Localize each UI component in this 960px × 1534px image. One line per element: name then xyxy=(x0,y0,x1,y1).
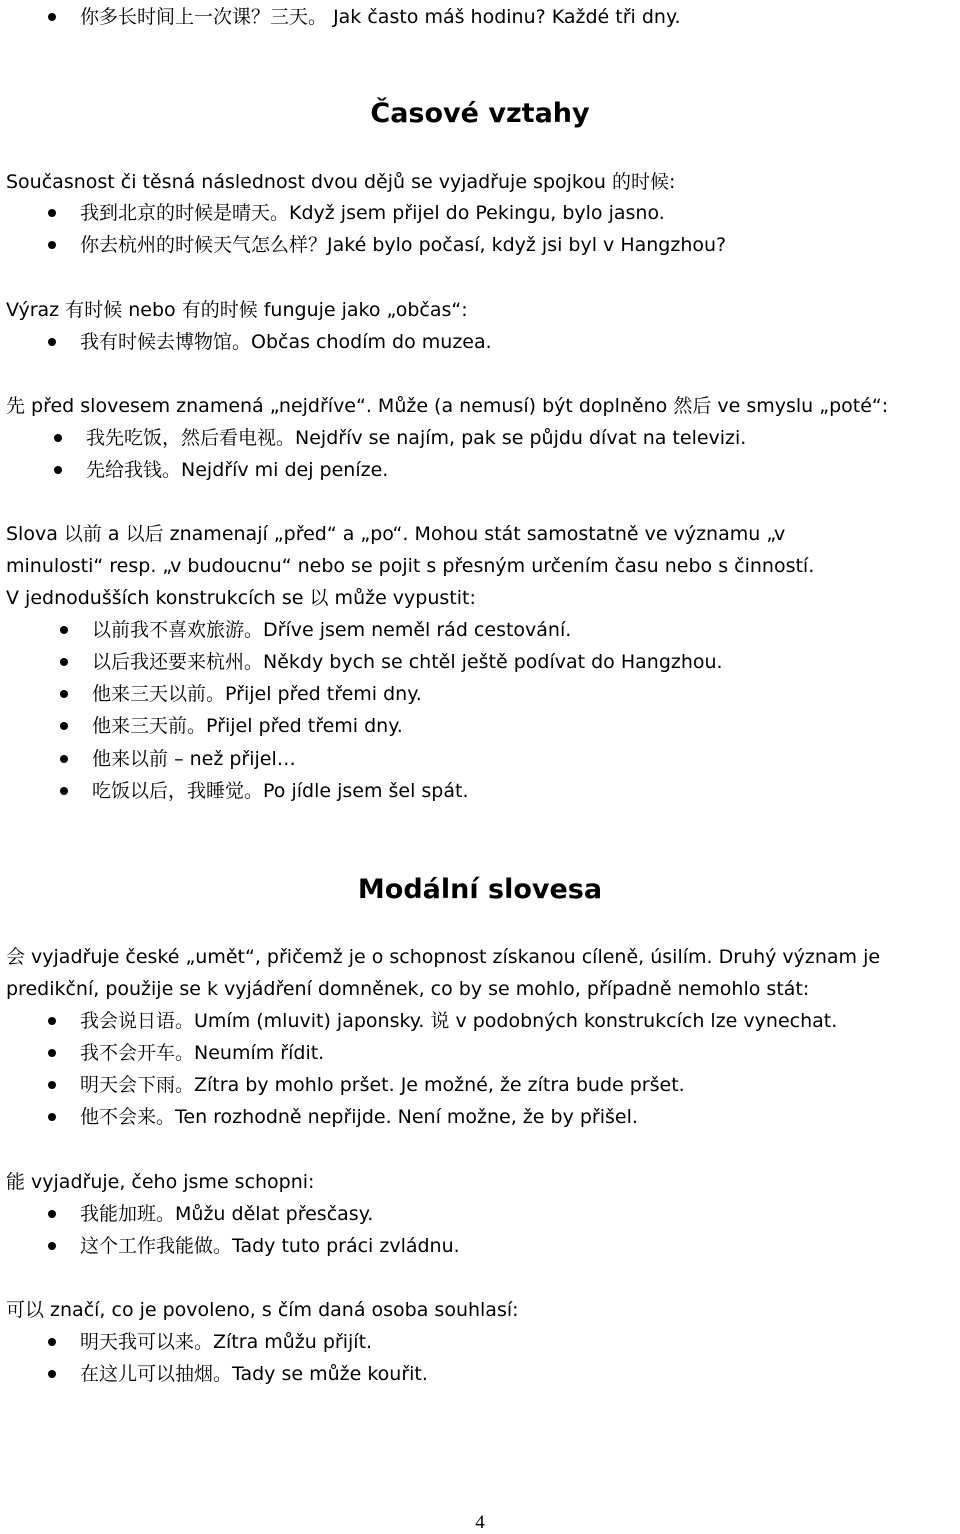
page-number: 4 xyxy=(475,1512,485,1533)
list-item: 我先吃饭，然后看电视。Nejdřív se najím, pak se půjdu dívat na televizi. xyxy=(86,427,747,449)
paragraph: 可以 značí, co je povoleno, s čím daná osoba souhlasí: xyxy=(6,1299,519,1321)
bullet-icon xyxy=(48,1113,56,1121)
bullet-icon xyxy=(48,1338,56,1346)
list-item: 以前我不喜欢旅游。Dříve jsem neměl rád cestování. xyxy=(92,619,572,641)
bullet-icon xyxy=(48,1210,56,1218)
paragraph: Současnost či těsná následnost dvou dějů se vyjadřuje spojkou 的时候: xyxy=(6,171,676,193)
bullet-icon xyxy=(48,1081,56,1089)
list-item: 我到北京的时候是晴天。Když jsem přijel do Pekingu, bylo jasno. xyxy=(80,202,665,224)
list-item: 这个工作我能做。Tady tuto práci zvládnu. xyxy=(80,1235,460,1257)
section-heading: Časové vztahy xyxy=(370,98,590,129)
list-item: 你多长时间上一次课？三天。 Jak často máš hodinu? Každé tři dny. xyxy=(80,6,681,28)
bullet-icon xyxy=(48,338,56,346)
paragraph: 先 před slovesem znamená „nejdříve“. Může (a nemusí) být doplněno 然后 ve smyslu „poté“: xyxy=(6,395,889,417)
list-item: 我不会开车。Neumím řídit. xyxy=(80,1042,325,1064)
bullet-icon xyxy=(60,787,68,795)
paragraph: 会 vyjadřuje české „umět“, přičemž je o schopnost získanou cíleně, úsilím. Druhý význam je xyxy=(6,946,881,968)
list-item: 明天我可以来。Zítra můžu přijít. xyxy=(80,1331,373,1353)
paragraph: Výraz 有时候 nebo 有的时候 funguje jako „občas“: xyxy=(6,299,468,321)
list-item: 他来以前 – než přijel… xyxy=(92,748,296,770)
list-item: 先给我钱。Nejdřív mi dej peníze. xyxy=(86,459,389,481)
bullet-icon xyxy=(54,466,62,474)
paragraph: 能 vyjadřuje, čeho jsme schopni: xyxy=(6,1171,315,1193)
bullet-icon xyxy=(48,241,56,249)
bullet-icon xyxy=(54,434,62,442)
list-item: 以后我还要来杭州。Někdy bych se chtěl ještě podívat do Hangzhou. xyxy=(92,651,723,673)
bullet-icon xyxy=(48,13,56,21)
paragraph: minulosti“ resp. „v budoucnu“ nebo se pojit s přesným určením času nebo s činností. xyxy=(6,555,815,577)
bullet-icon xyxy=(60,658,68,666)
paragraph: V jednodušších konstrukcích se 以 může vypustit: xyxy=(6,587,476,609)
paragraph: predikční, použije se k vyjádření domněnek, co by se mohlo, případně nemohlo stát: xyxy=(6,978,810,1000)
list-item: 我会说日语。Umím (mluvit) japonsky. 说 v podobných konstrukcích lze vynechat. xyxy=(80,1010,838,1032)
list-item: 我能加班。Můžu dělat přesčasy. xyxy=(80,1203,374,1225)
bullet-icon xyxy=(48,1049,56,1057)
list-item: 他来三天前。Přijel před třemi dny. xyxy=(92,715,403,737)
bullet-icon xyxy=(48,209,56,217)
bullet-icon xyxy=(48,1370,56,1378)
list-item: 在这儿可以抽烟。Tady se může kouřit. xyxy=(80,1363,428,1385)
bullet-icon xyxy=(60,690,68,698)
list-item: 你去杭州的时候天气怎么样？Jaké bylo počasí, když jsi byl v Hangzhou? xyxy=(80,234,727,256)
list-item: 明天会下雨。Zítra by mohlo pršet. Je možné, že zítra bude pršet. xyxy=(80,1074,685,1096)
bullet-icon xyxy=(60,722,68,730)
list-item: 吃饭以后，我睡觉。Po jídle jsem šel spát. xyxy=(92,780,469,802)
section-heading: Modální slovesa xyxy=(357,874,603,905)
bullet-icon xyxy=(60,626,68,634)
paragraph: Slova 以前 a 以后 znamenají „před“ a „po“. Mohou stát samostatně ve významu „v xyxy=(6,523,786,545)
list-item: 我有时候去博物馆。Občas chodím do muzea. xyxy=(80,331,492,353)
bullet-icon xyxy=(60,755,68,763)
bullet-icon xyxy=(48,1017,56,1025)
list-item: 他来三天以前。Přijel před třemi dny. xyxy=(92,683,422,705)
bullet-icon xyxy=(48,1242,56,1250)
list-item: 他不会来。Ten rozhodně nepřijde. Není možne, že by přišel. xyxy=(80,1106,638,1128)
